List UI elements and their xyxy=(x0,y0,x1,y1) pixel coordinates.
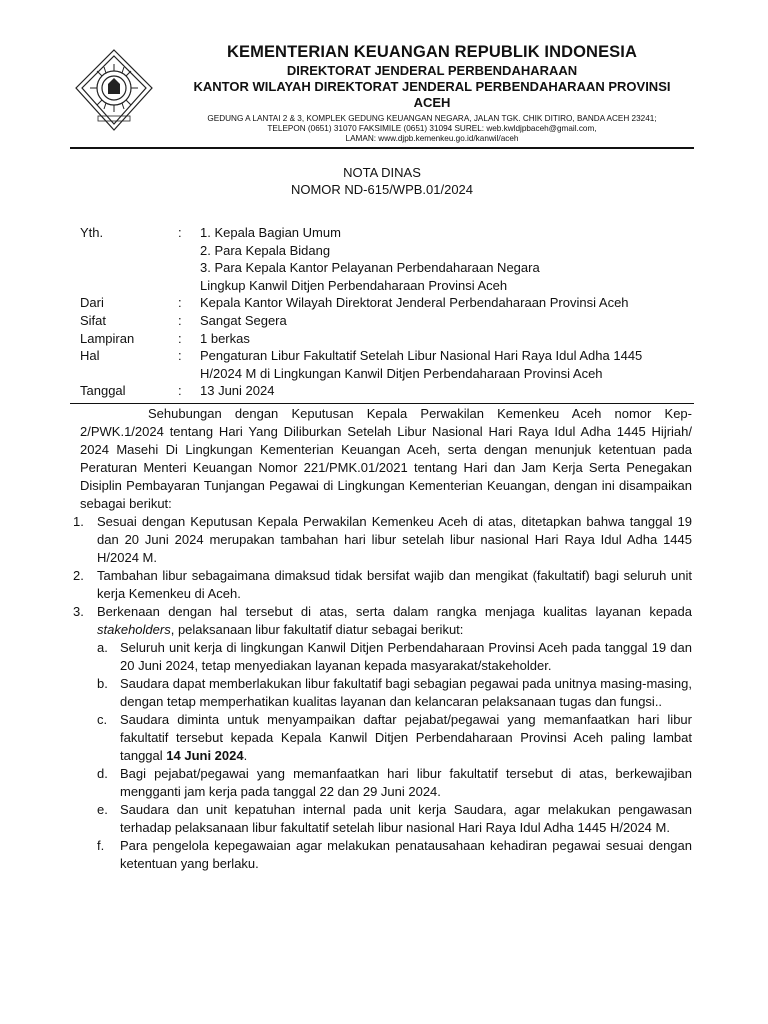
lampiran-value: 1 berkas xyxy=(200,330,250,346)
sub-list-item xyxy=(97,639,692,675)
colon: : xyxy=(178,295,182,311)
sub-item-text: Saudara dapat memberlakukan libur fakultatif bagi sebagian pegawai pada unitnya masing-masing, dengan tetap memperhatikan kualitas layanan dan kelancaran pelaksanaan tugas dan fungsi.. xyxy=(120,676,692,709)
hal-label: Hal xyxy=(80,348,100,364)
item-text-emphasis: stakeholders xyxy=(97,622,171,637)
sub-item-text: Saudara dan unit kepatuhan internal pada unit kerja Saudara, agar melakukan pengawasan terhadap pelaksanaan libur fakultatif setelah libur nasional Hari Raya Idul Adha 1445 H/2024 M. xyxy=(120,802,692,835)
field-lampiran xyxy=(80,330,694,348)
address-line-2: TELEPON (0651) 31070 FAKSIMILE (0651) 31094 SUREL: web.kwldjpbaceh@gmail.com, xyxy=(267,124,597,133)
sub-item-text: Seluruh unit kerja di lingkungan Kanwil Ditjen Perbendaharaan Provinsi Aceh pada tanggal 19 dan 20 Juni 2024, tetap menyediakan layanan kepada masyarakat/stakeholder. xyxy=(120,640,692,673)
field-dari xyxy=(80,294,694,312)
memo-body xyxy=(73,405,692,873)
colon: : xyxy=(178,330,182,346)
field-tanggal xyxy=(80,382,694,400)
sub-list xyxy=(97,639,692,873)
item-text: Sesuai dengan Keputusan Kepala Perwakilan Kemenkeu Aceh di atas, ditetapkan bahwa tanggal 19 dan 20 Juni 2024 merupakan tambahan hari libur setelah libur nasional Hari Raya Idul Adha 1445 H/2024 M. xyxy=(97,514,692,565)
letterhead xyxy=(172,42,692,144)
sub-list-item xyxy=(97,765,692,801)
list-item xyxy=(73,567,692,603)
sub-list-item xyxy=(97,711,692,765)
sub-item-letter: a. xyxy=(97,640,108,655)
colon: : xyxy=(178,225,182,240)
recipient-2: 2. Para Kepala Bidang xyxy=(200,242,331,258)
lampiran-label: Lampiran xyxy=(80,330,135,346)
colon: : xyxy=(178,312,182,328)
list-item xyxy=(73,603,692,873)
yth-label: Yth. xyxy=(80,225,104,240)
sifat-label: Sifat xyxy=(80,312,107,328)
item-number: 1. xyxy=(73,514,84,529)
sub-item-letter: b. xyxy=(97,676,108,691)
address-line-1: GEDUNG A LANTAI 2 & 3, KOMPLEK GEDUNG KEUANGAN NEGARA, JALAN TGK. CHIK DITIRO, BANDA ACEH 23241; xyxy=(207,114,657,123)
address-line-3: LAMAN: www.djpb.kemenkeu.go.id/kanwil/aceh xyxy=(345,134,519,143)
sub-list-item xyxy=(97,801,692,837)
recipient-3-continued: Lingkup Kanwil Ditjen Perbendaharaan Provinsi Aceh xyxy=(200,277,508,293)
office-province: ACEH xyxy=(413,95,451,110)
ministry-name: KEMENTERIAN KEUANGAN REPUBLIK INDONESIA xyxy=(226,43,637,61)
sub-list-item xyxy=(97,837,692,873)
title-number: NOMOR ND-615/WPB.01/2024 xyxy=(290,182,474,197)
item-text-end: , pelaksanaan libur fakultatif diatur sebagai berikut: xyxy=(170,622,464,637)
deadline-date: 14 Juni 2024 xyxy=(166,748,244,763)
numbered-list xyxy=(73,513,692,873)
item-text-start: Berkenaan dengan hal tersebut di atas, serta dalam rangka menjaga kualitas layanan kepada xyxy=(97,604,692,619)
recipient-3: 3. Para Kepala Kantor Pelayanan Perbendaharaan Negara xyxy=(200,260,540,276)
logo-graphic xyxy=(68,44,160,136)
field-sifat xyxy=(80,312,694,330)
field-yth xyxy=(80,224,694,294)
item-text: Tambahan libur sebagaimana dimaksud tidak bersifat wajib dan mengikat (fakultatif) bagi seluruh unit kerja Kemenkeu di Aceh. xyxy=(97,568,692,601)
office-name: KANTOR WILAYAH DIREKTORAT JENDERAL PERBENDAHARAAN PROVINSI xyxy=(193,79,671,94)
kemenkeu-logo-icon xyxy=(68,44,160,136)
field-hal xyxy=(80,347,694,382)
header-divider xyxy=(70,403,694,404)
sub-item-letter: c. xyxy=(97,712,108,727)
directorate-name: DIREKTORAT JENDERAL PERBENDAHARAAN xyxy=(286,63,578,78)
dari-value: Kepala Kantor Wilayah Direktorat Jenderal Perbendaharaan Provinsi Aceh xyxy=(200,295,629,311)
sub-list-item xyxy=(97,675,692,711)
sub-item-letter: d. xyxy=(97,766,108,781)
memo-header-fields xyxy=(80,224,694,400)
sub-item-text-start: Saudara diminta untuk menyampaikan daftar pejabat/pegawai yang memanfaatkan hari libur fakultatif tersebut kepada Kepala Kanwil Ditjen Perbendaharaan Provinsi Aceh paling lambat tanggal xyxy=(120,712,692,763)
sub-item-text-end: . xyxy=(243,748,248,763)
title-heading: NOTA DINAS xyxy=(343,165,421,180)
sub-item-letter: f. xyxy=(97,838,105,853)
document-title xyxy=(70,164,694,198)
sub-item-text: Para pengelola kepegawaian agar melakukan penatausahaan kehadiran pegawai sesuai dengan ketentuan yang berlaku. xyxy=(120,838,692,871)
sub-item-letter: e. xyxy=(97,802,108,817)
colon: : xyxy=(178,348,182,364)
item-number: 2. xyxy=(73,568,84,583)
letterhead-divider xyxy=(70,147,694,149)
dari-label: Dari xyxy=(80,295,104,311)
recipient-1: 1. Kepala Bagian Umum xyxy=(200,225,341,240)
sub-item-text: Bagi pejabat/pegawai yang memanfaatkan hari libur fakultatif tersebut di atas, berkewajiban mengganti jam kerja pada tanggal 22 dan 29 Juni 2024. xyxy=(120,766,692,799)
sifat-value: Sangat Segera xyxy=(200,312,287,328)
colon: : xyxy=(178,383,182,399)
tanggal-value: 13 Juni 2024 xyxy=(200,383,275,399)
item-number: 3. xyxy=(73,604,84,619)
tanggal-label: Tanggal xyxy=(80,383,126,399)
hal-value: Pengaturan Libur Fakultatif Setelah Libur Nasional Hari Raya Idul Adha 1445 H/2024 M di Lingkungan Kanwil Ditjen Perbendaharaan Provinsi Aceh xyxy=(200,348,643,381)
list-item xyxy=(73,513,692,567)
intro-paragraph: Sehubungan dengan Keputusan Kepala Perwakilan Kemenkeu Aceh nomor Kep-2/PWK.1/2024 tentang Hari Yang Diliburkan Setelah Libur Nasional Hari Raya Idul Adha 1445 Hijriah/ 2024 Masehi Di Lingkungan Kementerian Keuangan Aceh, serta dengan menunjuk ketentuan pada Peraturan Menteri Keuangan Nomor 221/PMK.01/2021 tentang Hari dan Jam Kerja Serta Penegakan Disiplin Pembayaran Tunjangan Pegawai di Lingkungan Kementerian Keuangan, dengan ini disampaikan sebagai berikut: xyxy=(80,406,692,511)
